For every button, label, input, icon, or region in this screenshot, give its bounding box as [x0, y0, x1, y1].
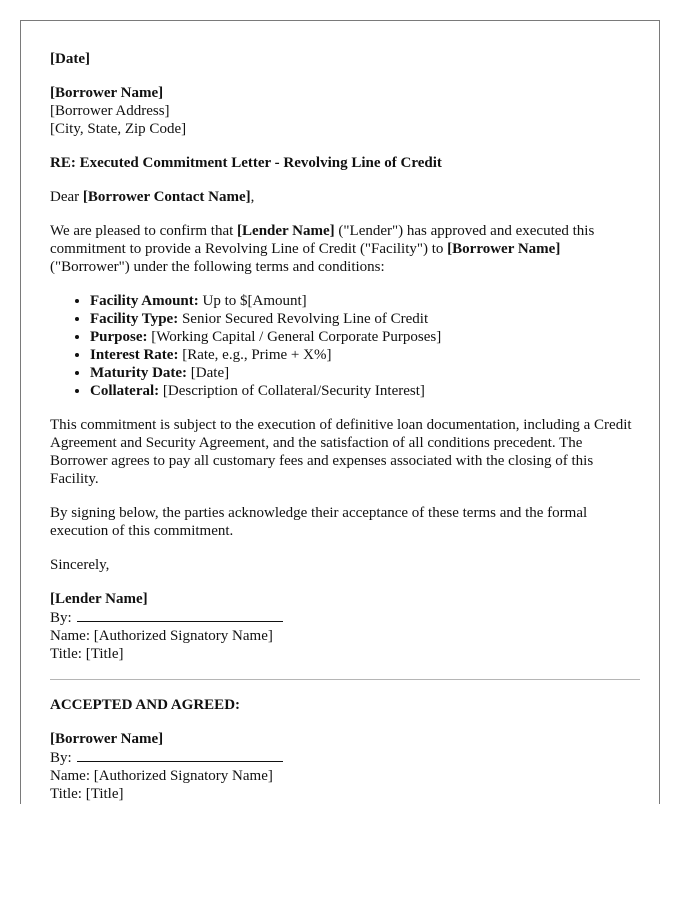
acceptance-heading: ACCEPTED AND AGREED: [50, 697, 241, 713]
lender-party-name: [Lender Name] [50, 591, 148, 607]
terms-list [50, 292, 640, 400]
term-facility-type: • Facility Type: Senior Secured Revolving Line of Credit [90, 310, 640, 328]
lender-by-line: By: [50, 608, 640, 627]
subject-line: RE: Executed Commitment Letter - Revolving Line of Credit [50, 155, 442, 171]
borrower-signature-block [50, 730, 640, 803]
intro-lender-name: [Lender Name] [237, 223, 335, 239]
salutation: Dear [Borrower Contact Name], [50, 189, 255, 205]
recipient-name: [Borrower Name] [50, 85, 164, 101]
closing: Sincerely, [50, 557, 110, 573]
term-facility-amount: • Facility Amount: Up to $[Amount] [90, 292, 640, 310]
acknowledgement-paragraph: By signing below, the parties acknowledge their acceptance of these terms and the formal execution of this commitment. [50, 505, 588, 539]
term-interest-rate: • Interest Rate: [Rate, e.g., Prime + X%] [90, 346, 640, 364]
lender-signature-block [50, 590, 640, 663]
intro-borrower-name: [Borrower Name] [447, 241, 561, 257]
letter-page [20, 20, 660, 804]
letter-date: [Date] [50, 51, 90, 67]
recipient-block [50, 84, 640, 138]
borrower-signature-line [77, 748, 283, 762]
borrower-signatory-title: Title: [Title] [50, 786, 124, 802]
conditions-paragraph: This commitment is subject to the execution of definitive loan documentation, including a Credit Agreement and Security Agreement, and the satisfaction of all conditions precedent. The Borrower agrees to pay all customary fees and expenses associated with the closing of this Facility. [50, 417, 632, 487]
section-divider [50, 679, 640, 680]
lender-signatory-title: Title: [Title] [50, 646, 124, 662]
salutation-contact-name: [Borrower Contact Name] [82, 189, 251, 205]
intro-paragraph: We are pleased to confirm that [Lender Name] ("Lender") has approved and executed this commitment to provide a Revolving Line of Credit ("Facility") to [Borrower Name] ("Borrower") under the following terms and conditions: [50, 223, 595, 275]
borrower-by-line: By: [50, 748, 640, 767]
lender-signatory-name: Name: [Authorized Signatory Name] [50, 628, 273, 644]
borrower-party-name: [Borrower Name] [50, 731, 164, 747]
letter-content [50, 50, 640, 803]
recipient-city-state-zip: [City, State, Zip Code] [50, 121, 187, 137]
borrower-signatory-name: Name: [Authorized Signatory Name] [50, 768, 273, 784]
term-collateral: • Collateral: [Description of Collateral/Security Interest] [90, 382, 640, 400]
term-maturity-date: • Maturity Date: [Date] [90, 364, 640, 382]
lender-signature-line [77, 608, 283, 622]
term-purpose: • Purpose: [Working Capital / General Corporate Purposes] [90, 328, 640, 346]
recipient-address: [Borrower Address] [50, 103, 170, 119]
